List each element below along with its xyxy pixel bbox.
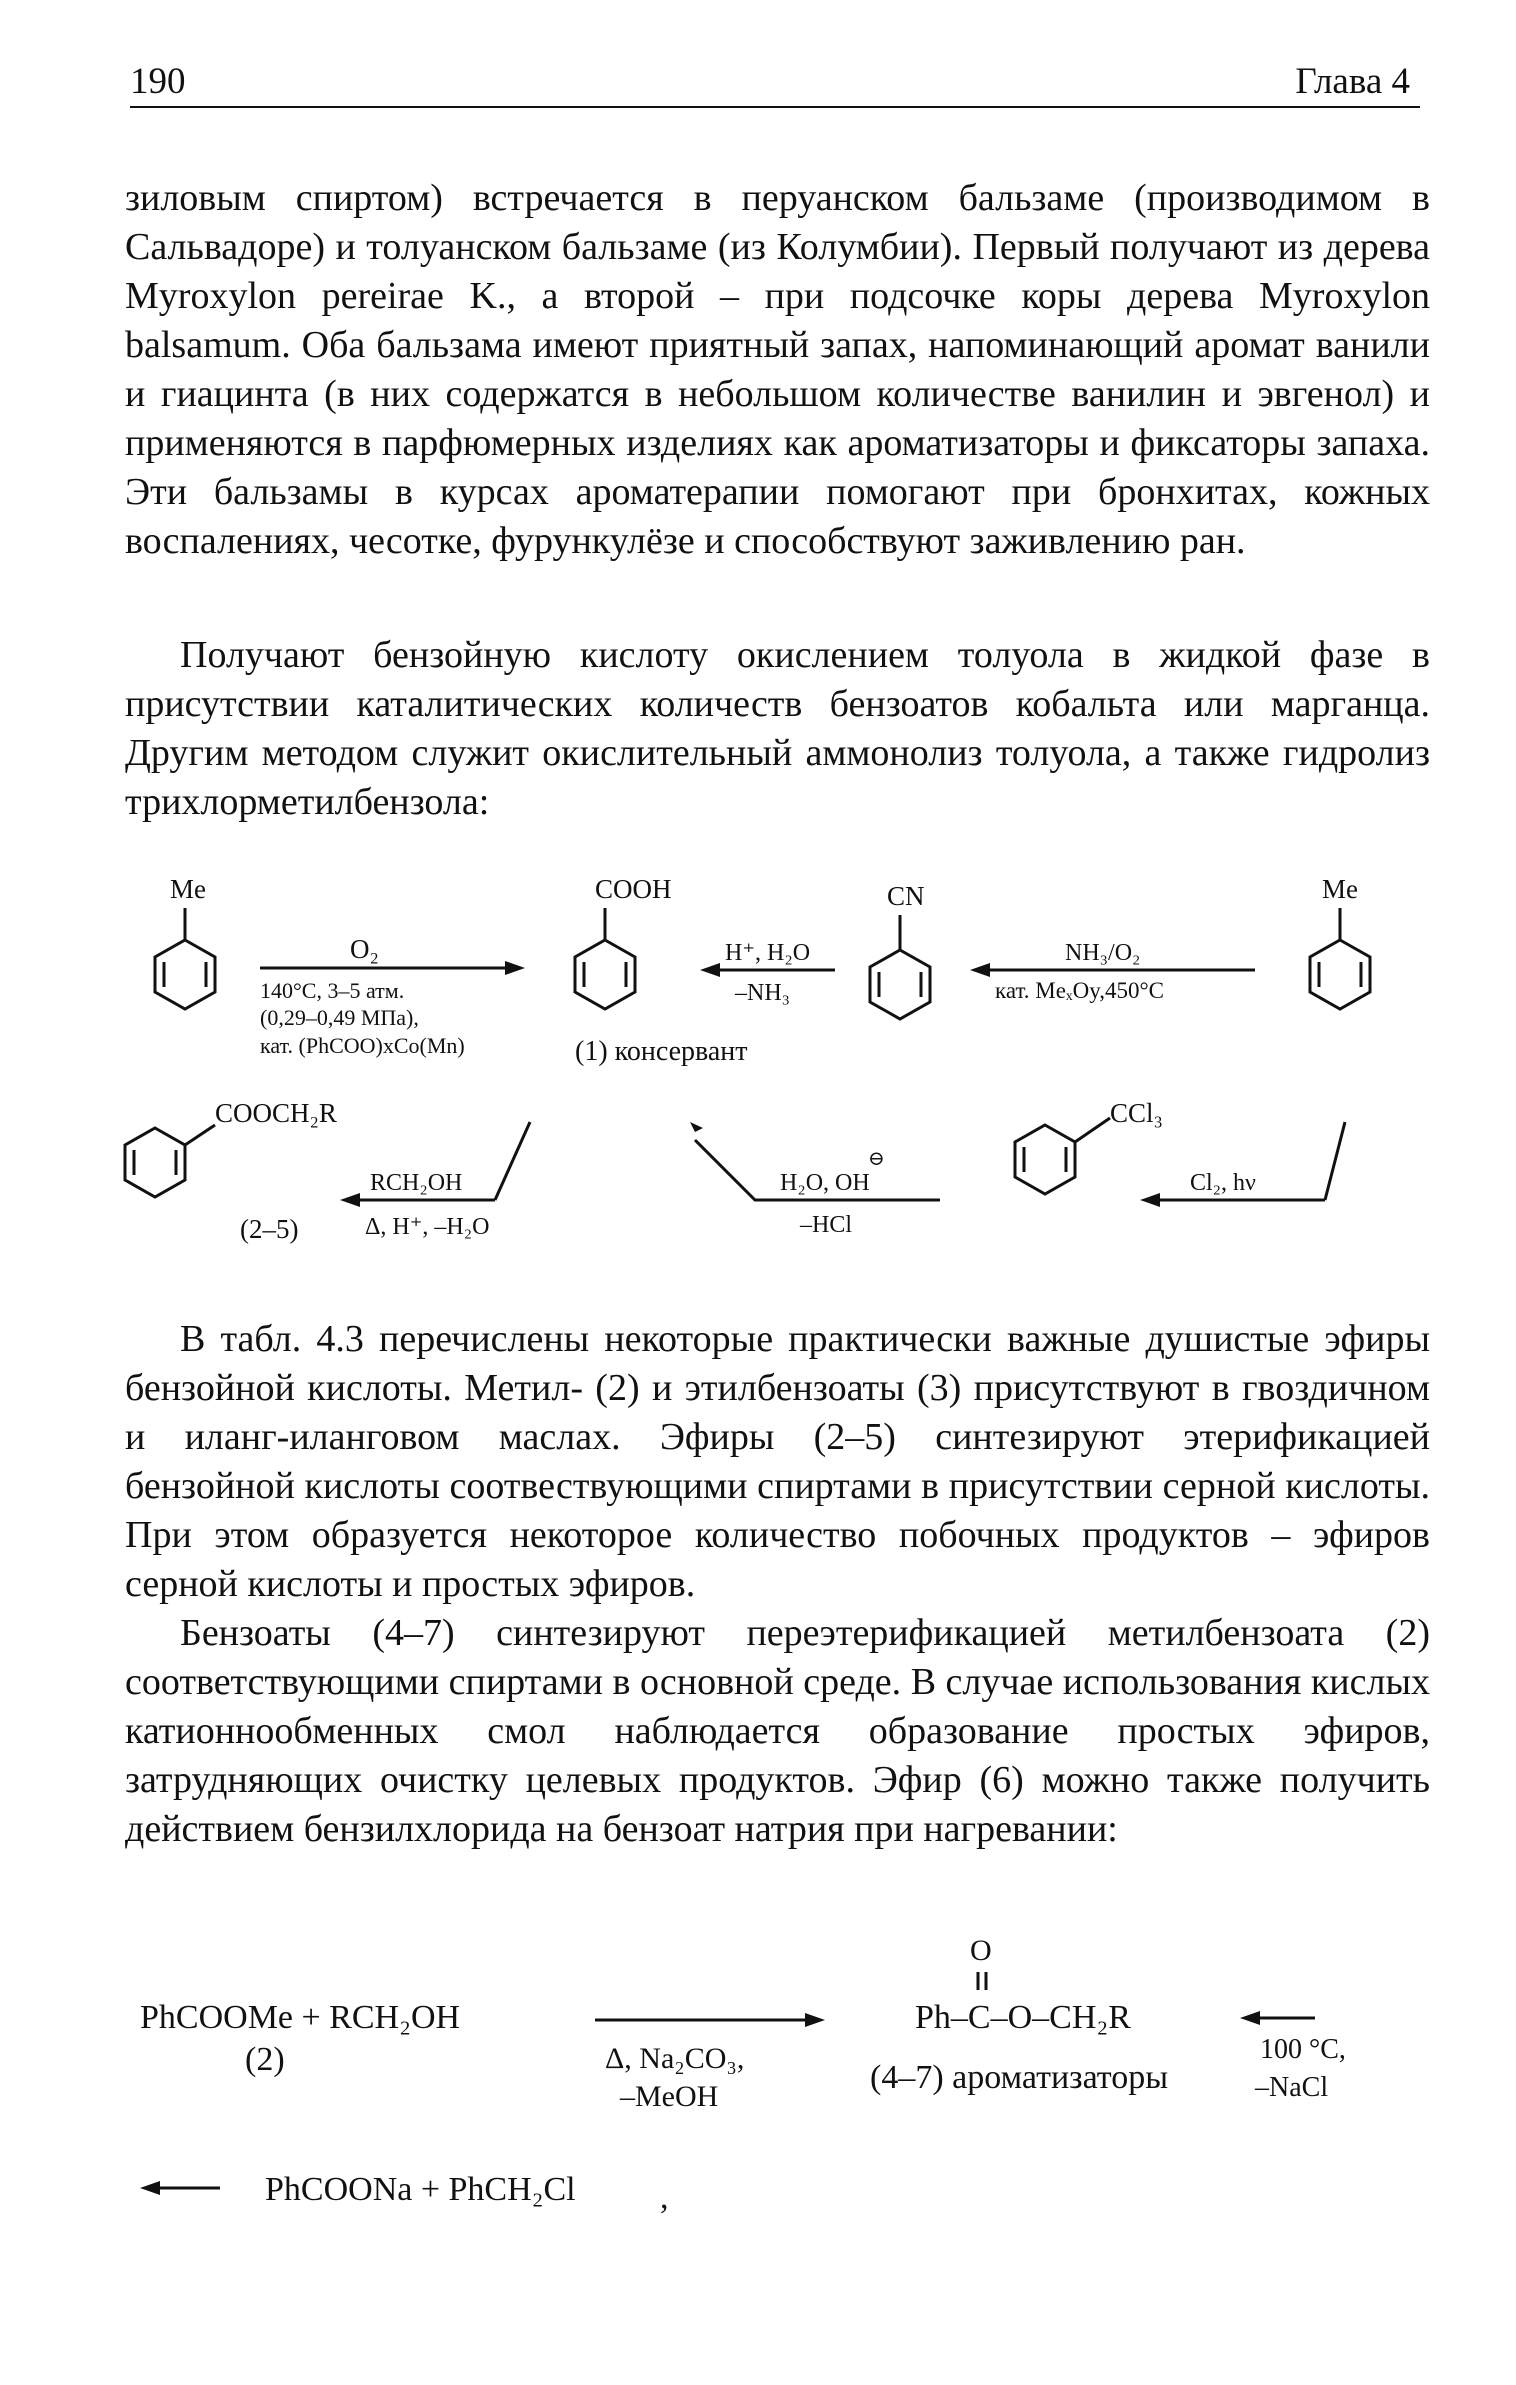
substituent-me-left: Me — [170, 874, 206, 904]
paragraph-balsams: зиловым спиртом) встречается в перуанском бальзаме (производимом в Сальвадоре) и толуанском бальзаме (из Колумбии). Первый получают из дерева Myroxylon pereirae K., а второй – при подсочке коры дерева Myroxylon balsamum. Оба бальзама имеют приятный запах, напоминающий аромат ванили и гиацинта (в них содержатся в небольшом количестве ванилин и эвгенол) и применяются в парфюмерных изделиях как ароматизаторы и фиксаторы запаха. Эти бальзамы в курсах ароматерапии помогают при бронхитах, кожных воспалениях, чесотке, фурункулёзе и способствуют заживлению ран. — [125, 177, 1430, 562]
benzene-ring-toluene-right — [1310, 908, 1370, 1009]
arrow-ccl3-below: –HCl — [800, 1212, 853, 1238]
reactant-label: (2) — [245, 2041, 285, 2078]
arrow-oxidation-below-2: (0,29–0,49 МПа), — [260, 1005, 419, 1030]
substituent-cooh: COOH — [595, 874, 672, 904]
reaction-scheme-benzoic-acid — [100, 860, 1430, 1290]
arrow-chlorination-above: Cl₂, hν — [1190, 1170, 1256, 1196]
arrow-ccl3-above: H₂O, OH — [780, 1170, 870, 1196]
product-label: (4–7) ароматизаторы — [870, 2059, 1169, 2096]
page-number: 190 — [130, 61, 186, 102]
paragraph-esters: В табл. 4.3 перечислены некоторые практически важные душистые эфиры бензойной кислоты. Метил- (2) и этилбензоаты (3) присутствуют в гвоздичном и иланг-иланговом маслах. Эфиры (2–5) синтезируют этерификацией бензойной кислоты соотвествующими спиртами в присутствии серной кислоты. При этом образуется некоторое количество побочных продуктов – эфиров серной кислоты и простых эфиров. — [125, 1318, 1430, 1605]
running-header — [130, 60, 1420, 108]
arrow-ammonolysis-above: NH₃/O₂ — [1065, 940, 1141, 966]
carbonyl-oxygen: O — [970, 1934, 992, 1967]
arrow-hydrolysis-above: H⁺, H₂O — [725, 940, 811, 966]
substituent-cn: CN — [887, 881, 925, 911]
chapter-title: Глава 4 — [1295, 61, 1410, 102]
arrow-conditions-2: –MeOH — [620, 2080, 719, 2113]
benzoic-acid-caption: (1) консервант — [575, 1036, 748, 1067]
trailing-comma: , — [660, 2179, 669, 2216]
alt-reactants: PhCOONa + PhCH₂Cl — [265, 2171, 576, 2208]
benzene-ring-toluene-left — [155, 908, 215, 1009]
reaction-scheme-benzoates — [100, 1920, 1430, 2250]
arrow-oxidation-above: O₂ — [350, 934, 379, 964]
benzene-ring-trichloromethyl — [1015, 1118, 1110, 1194]
benzene-ring-ester — [125, 1125, 215, 1197]
arrow-oxidation-below-1: 140°C, 3–5 атм. — [260, 978, 405, 1003]
arrow-esterification-above: RCH₂OH — [370, 1170, 463, 1196]
reverse-conditions-1: 100 °C, — [1260, 2034, 1346, 2065]
product: Ph–C–O–CH₂R — [915, 1999, 1131, 2036]
substituent-coochr: COOCH₂R — [215, 1098, 337, 1128]
ester-label: (2–5) — [240, 1214, 299, 1244]
arrow-hydrolysis-below: –NH₃ — [735, 980, 791, 1006]
arrow-oxidation-below-3: кат. (PhCOO)xCo(Mn) — [260, 1033, 465, 1058]
benzene-ring-benzoic-acid — [575, 908, 635, 1009]
substituent-me-right: Me — [1322, 874, 1358, 904]
paragraph-production: Получают бензойную кислоту окислением толуола в жидкой фазе в присутствии каталитических количеств бензоатов кобальта или марганца. Другим методом служит окислительный аммонолиз толуола, а также гидролиз трихлорметилбензола: — [125, 634, 1430, 823]
arrow-esterification-below: Δ, H⁺, –H₂O — [365, 1214, 490, 1240]
benzene-ring-benzonitrile — [870, 915, 930, 1019]
paragraph-benzoates: Бензоаты (4–7) синтезируют переэтерификацией метилбензоата (2) соответствующими спиртами в основной среде. В случае использования кислых катионнообменных смол наблюдается образование простых эфиров, затрудняющих очистку целевых продуктов. Эфир (6) можно также получить действием бензилхлорида на бензоат натрия при нагревании: — [125, 1612, 1430, 1850]
arrow-conditions-1: Δ, Na₂CO₃, — [605, 2042, 745, 2075]
reactants: PhCOOMe + RCH₂OH — [140, 1999, 461, 2036]
reverse-conditions-2: –NaCl — [1255, 2072, 1329, 2103]
arrow-ccl3-charge: ⊖ — [868, 1148, 885, 1170]
substituent-ccl3: CCl₃ — [1110, 1098, 1163, 1128]
arrow-ammonolysis-below: кат. MeₓOy,450°C — [995, 978, 1164, 1003]
